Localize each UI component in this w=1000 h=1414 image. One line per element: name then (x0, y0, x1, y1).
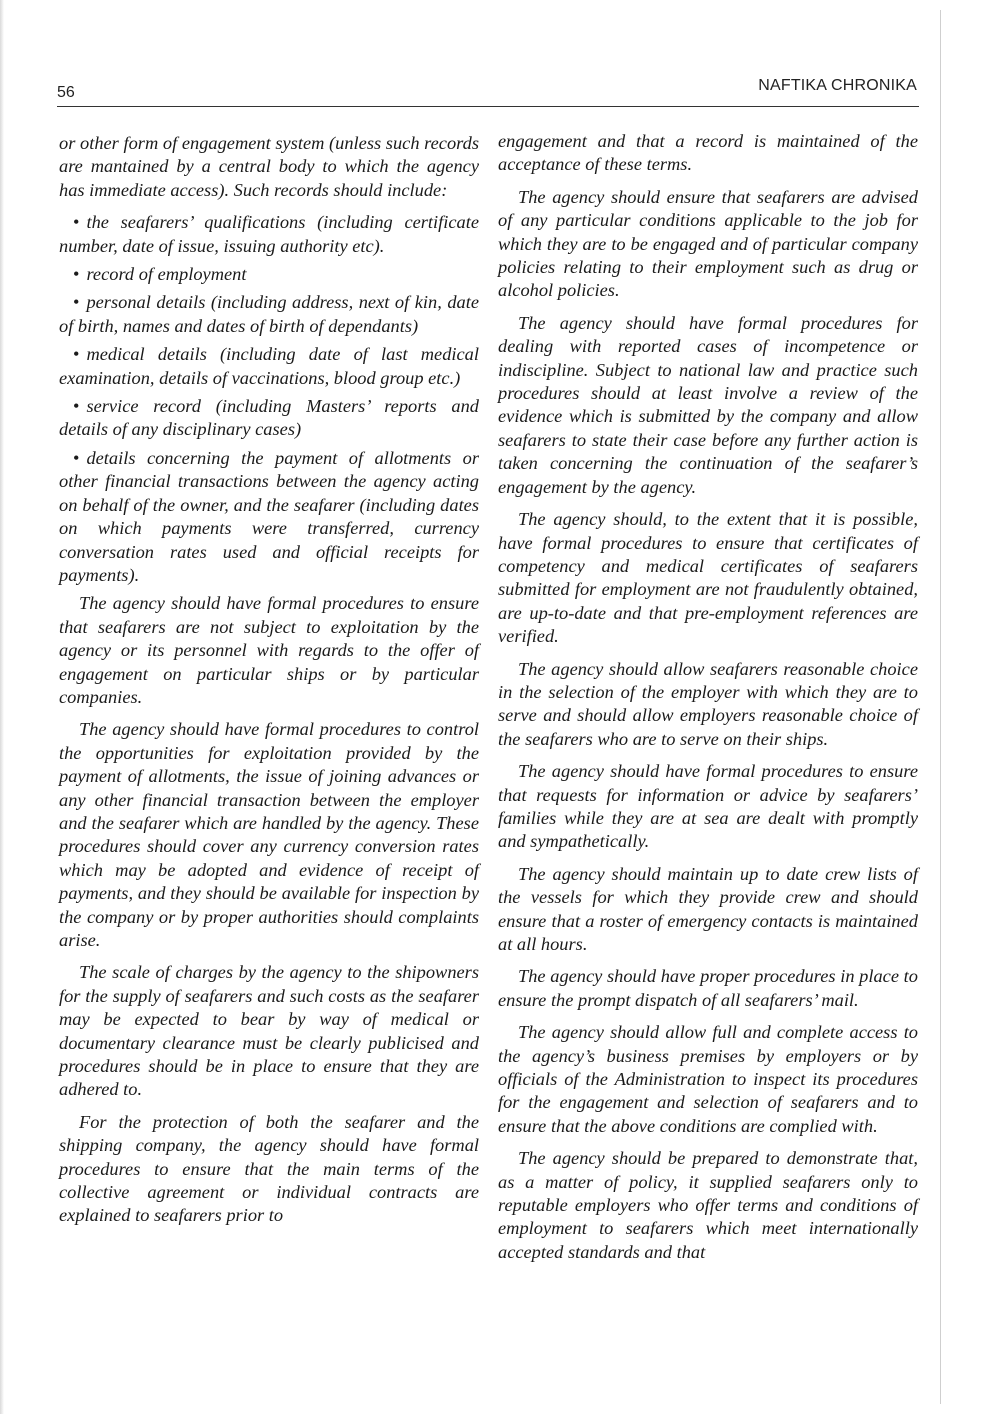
bullet-item (59, 263, 479, 286)
bullet-text: personal details (including address, next of kin, date of birth, names and dates of birth of dependants) (59, 292, 479, 336)
body-paragraph: The agency should allow seafarers reasonable choice in the selection of the employer with which they are to serve and should allow employers reasonable choice of the seafarers who are to serve on their ships. (498, 658, 918, 749)
running-head: NAFTIKA CHRONIKA (758, 77, 917, 94)
bullet-icon: • (73, 292, 80, 313)
bullet-item (59, 211, 479, 258)
continued-paragraph: or other form of engagement system (unless such records are mantained by a central body to which the agency has immediate access). Such records should include: (59, 133, 479, 200)
bullet-text: details concerning the payment of allotments or other financial transactions between the agency acting on behalf of the owner, and the seafarer (including dates on which payments were transferred, currency conversation rates used and official receipts for payments). (59, 447, 479, 585)
left-column (59, 132, 479, 1237)
bullet-item (59, 395, 479, 442)
body-paragraph: The agency should have formal procedures to ensure that seafarers are not subject to exploitation by the agency or its personnel with regards to the offer of engagement on particular ships or by particular companies. (59, 593, 479, 707)
bullet-icon: • (73, 396, 80, 417)
bullet-item (59, 291, 479, 338)
bullet-text: medical details (including date of last medical examination, details of vaccinations, blood group etc.) (59, 344, 479, 388)
bullet-text: the seafarers’ qualifications (including certificate number, date of issue, issuing authority etc). (59, 212, 479, 256)
body-paragraph: The agency should have formal procedures to control the opportunities for exploitation provided by the payment of allotments, the issue of joining advances or any other financial transaction between the employer and the seafarer which are handled by the agency. These procedures should cover any currency conversion rates which may be adopted and evidence of receipt of payments, and they should be available for inspection by the company or by proper authorities should complaints arise. (59, 719, 479, 950)
body-paragraph: The scale of charges by the agency to the shipowners for the supply of seafarers and such costs as the seafarer may be expected to bear by way of medical or documentary clearance must be clearly publicised and procedures should be in place to ensure that they are adhered to. (59, 962, 479, 1100)
body-paragraph: The agency should, to the extent that it is possible, have formal procedures to ensure that certificates of competency and medical certificates of seafarers submitted for employment are not fraudulently obtained, are up-to-date and that pre-employment references are verified. (498, 509, 918, 647)
continued-paragraph: engagement and that a record is maintained of the acceptance of these terms. (498, 131, 918, 175)
bullet-text: record of employment (86, 264, 247, 285)
bullet-item (59, 447, 479, 587)
page-fold-line (940, 10, 941, 1404)
bullet-text: service record (including Masters’ reports and details of any disciplinary cases) (59, 396, 479, 440)
bullet-item (59, 343, 479, 390)
bullet-icon: • (73, 447, 80, 468)
header-rule (57, 106, 919, 107)
body-paragraph: The agency should be prepared to demonstrate that, as a matter of policy, it supplied seafarers only to reputable employers who offer terms and conditions of employment to seafarers which meet internationally accepted standards and that (498, 1148, 918, 1262)
body-paragraph: The agency should have formal procedures for dealing with reported cases of incompetence or indiscipline. Subject to national law and practice such procedures should at least involve a review of the evidence which is submitted by the company and allow seafarers to state their case before any further action is taken concerning the continuation of the seafarer’s engagement by the agency. (498, 312, 918, 497)
page-number: 56 (57, 84, 75, 101)
body-paragraph: The agency should maintain up to date crew lists of the vessels for which they provide crew and should ensure that a roster of emergency contacts is maintained at all hours. (498, 863, 918, 954)
body-paragraph: The agency should have proper procedures in place to ensure the prompt dispatch of all seafarers’ mail. (498, 966, 918, 1010)
body-paragraph: The agency should have formal procedures to ensure that requests for information or advice by seafarers’ families while they are at sea are dealt with promptly and sympathetically. (498, 761, 918, 852)
bullet-icon: • (73, 212, 80, 233)
bullet-icon: • (73, 264, 80, 285)
body-paragraph: The agency should ensure that seafarers are advised of any particular conditions applicable to the job for which they are to be engaged and of particular company policies relating to their employment such as drug or alcohol policies. (498, 186, 918, 301)
body-paragraph: The agency should allow full and complete access to the agency’s business premises by employers or by officials of the Administration to inspect its procedures for the engagement and selection of seafarers and to ensure that the above conditions are complied with. (498, 1022, 918, 1136)
body-paragraph: For the protection of both the seafarer and the shipping company, the agency should have formal procedures to ensure that the main terms of the collective agreement or individual contracts are explained to seafarers prior to (59, 1111, 479, 1226)
right-column (498, 130, 918, 1273)
bullet-icon: • (73, 344, 80, 365)
scan-edge-shadow (0, 0, 4, 1414)
